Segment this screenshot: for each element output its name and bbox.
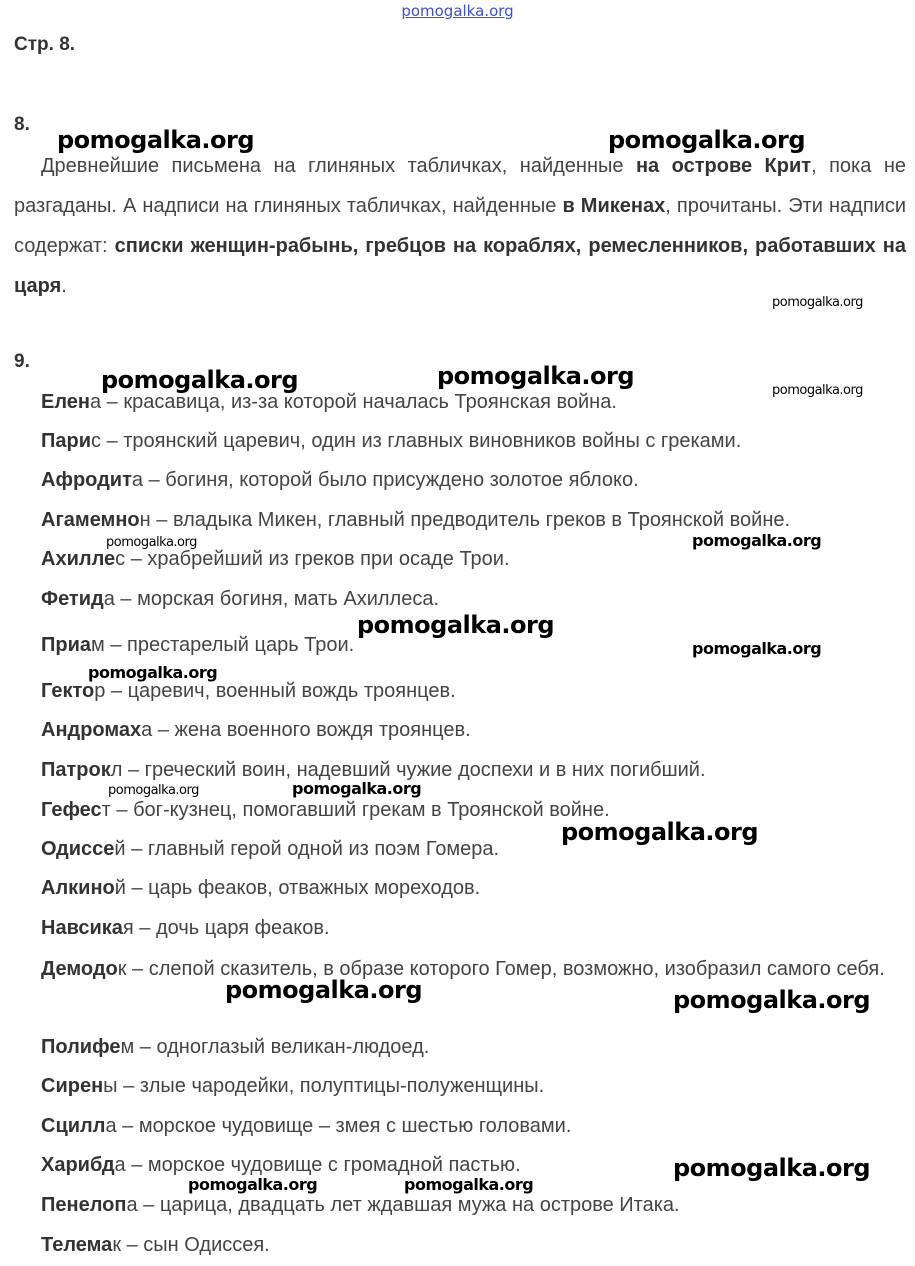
watermark: pomogalka.org xyxy=(772,383,863,398)
character-line: Афродита – богиня, которой было присуждено золотое яблоко. xyxy=(41,469,639,491)
character-line: Навсикая – дочь царя феаков. xyxy=(41,917,330,939)
character-line: Алкиной – царь феаков, отважных мореходов. xyxy=(41,877,481,899)
watermark: pomogalka.org xyxy=(561,818,759,846)
character-line: Ахиллес – храбрейший из греков при осаде Трои. xyxy=(41,548,510,570)
watermark: pomogalka.org xyxy=(292,779,422,798)
character-line: Пенелопа – царица, двадцать лет ждавшая мужа на острове Итака. xyxy=(41,1194,680,1216)
character-line: Парис – троянский царевич, один из главных виновников войны с греками. xyxy=(41,430,742,452)
watermark: pomogalka.org xyxy=(404,1175,534,1194)
character-line: Гектор – царевич, военный вождь троянцев. xyxy=(41,680,456,702)
watermark: pomogalka.org xyxy=(437,362,635,390)
task-9-number: 9. xyxy=(14,351,30,372)
task-8-number: 8. xyxy=(14,114,30,135)
watermark: pomogalka.org xyxy=(88,663,218,682)
character-line: Одиссей – главный герой одной из поэм Гомера. xyxy=(41,838,500,860)
watermark: pomogalka.org xyxy=(692,639,822,658)
site-link[interactable]: pomogalka.org xyxy=(401,2,514,20)
watermark: pomogalka.org xyxy=(188,1175,318,1194)
watermark: pomogalka.org xyxy=(772,295,863,310)
character-line: Сирены – злые чародейки, полуптицы-полуженщины. xyxy=(41,1075,545,1097)
character-line: Елена – красавица, из-за которой началась Троянская война. xyxy=(41,391,617,413)
character-line: Демодок – слепой сказитель, в образе которого Гомер, возможно, изобразил самого себя. xyxy=(41,958,885,980)
character-line: Фетида – морская богиня, мать Ахиллеса. xyxy=(41,588,440,610)
watermark: pomogalka.org xyxy=(357,611,555,639)
watermark: pomogalka.org xyxy=(57,126,255,154)
character-line: Андромаха – жена военного вождя троянцев. xyxy=(41,719,471,741)
watermark: pomogalka.org xyxy=(225,976,423,1004)
character-line: Полифем – одноглазый великан-людоед. xyxy=(41,1036,430,1058)
character-line: Сцилла – морское чудовище – змея с шестью головами. xyxy=(41,1115,572,1137)
watermark: pomogalka.org xyxy=(101,366,299,394)
watermark: pomogalka.org xyxy=(106,535,197,550)
character-line: Харибда – морское чудовище с громадной пастью. xyxy=(41,1154,521,1176)
watermark: pomogalka.org xyxy=(692,531,822,550)
task-8-paragraph: Древнейшие письмена на глиняных табличках, найденные на острове Крит, пока не разгаданы. А надписи на глиняных табличках, найденные в Микенах, прочитаны. Эти надписи содержат: списки женщин-рабынь, гребцов на кораблях, ремесленников, работавших на царя. xyxy=(14,155,906,297)
character-line: Патрокл – греческий воин, надевший чужие доспехи и в них погибший. xyxy=(41,759,706,781)
watermark: pomogalka.org xyxy=(673,986,871,1014)
page-label: Стр. 8. xyxy=(14,34,76,55)
character-line: Агамемнон – владыка Микен, главный предводитель греков в Троянской войне. xyxy=(41,509,791,531)
watermark: pomogalka.org xyxy=(673,1154,871,1182)
watermark: pomogalka.org xyxy=(108,783,199,798)
character-line: Телемак – сын Одиссея. xyxy=(41,1234,270,1256)
watermark: pomogalka.org xyxy=(608,126,806,154)
character-line: Гефест – бог-кузнец, помогавший грекам в Троянской войне. xyxy=(41,799,610,821)
character-line: Приам – престарелый царь Трои. xyxy=(41,634,355,656)
